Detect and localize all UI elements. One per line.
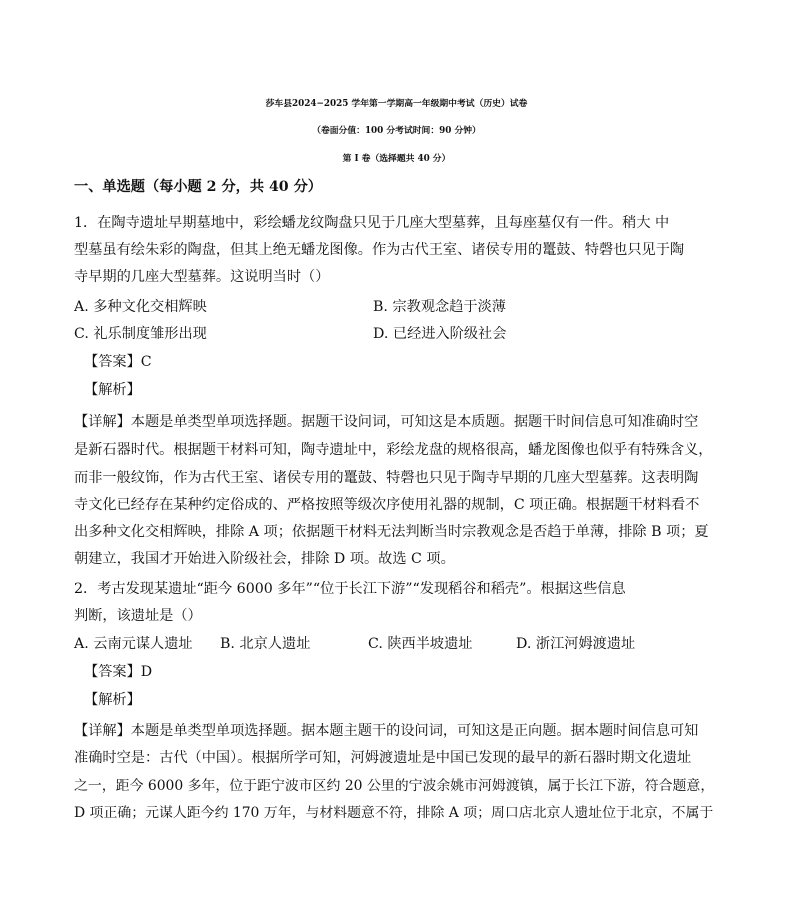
exam-subtitle: （卷面分值：100 分考试时间：90 分钟） [312, 126, 481, 136]
q2-analysis-line: 【详解】本题是单类型单项选择题。据本题主题干的设问词，可知这是正向题。据本题时间信息可知 [74, 723, 699, 739]
section-heading: 一、单选题（每小题 2 分，共 40 分） [74, 179, 322, 195]
q2-analysis-line: D 项正确；元谋人距今约 170 万年，与材料题意不符，排除 A 项；周口店北京人遗址位于北京，不属于 [74, 805, 714, 821]
q2-analysis-line: 之一，距今 6000 多年，位于距宁波市区约 20 公里的宁波余姚市河姆渡镇，属于长江下游，符合题意， [74, 778, 715, 794]
q1-answer: 【答案】C [84, 354, 152, 370]
q1-analysis-line: 出多种文化交相辉映，排除 A 项；依据题干材料无法判断当时宗教观念是否趋于单薄，排除 B 项；夏 [74, 524, 709, 540]
q1-analysis-line: 朝建立，我国才开始进入阶级社会，排除 D 项。故选 C 项。 [74, 551, 455, 567]
q2-stem-line: 判断，该遗址是（） [74, 608, 202, 624]
q1-analysis-label: 【解析】 [84, 382, 141, 398]
q2-stem-line: 2．考古发现某遗址“距今 6000 多年”“位于长江下游”“发现稻谷和稻壳”。根据这些信息 [74, 581, 626, 597]
part-heading: 第 I 卷（选择题共 40 分） [342, 154, 451, 164]
q2-option-d: D. 浙江河姆渡遗址 [516, 636, 636, 652]
q1-analysis-line: 而非一般纹饰，作为古代王室、诸侯专用的鼍鼓、特磬也只见于陶寺早期的几座大型墓葬。这表明陶 [74, 470, 699, 486]
q1-analysis-line: 是新石器时代。根据题干材料可知，陶寺遗址中，彩绘龙盘的规格很高，蟠龙图像也似乎有特殊含义， [74, 442, 713, 458]
q1-option-c: C. 礼乐制度雏形出现 [74, 326, 207, 342]
q1-stem-line: 1．在陶寺遗址早期墓地中，彩绘蟠龙纹陶盘只见于几座大型墓葬，且每座墓仅有一件。稍大 中 [74, 215, 670, 231]
q1-stem-line: 寺早期的几座大型墓葬。这说明当时（） [74, 269, 330, 285]
q1-analysis-line: 【详解】本题是单类型单项选择题。据题干设问词，可知这是本质题。据题干时间信息可知准确时空 [74, 414, 699, 430]
q2-answer: 【答案】D [84, 664, 153, 680]
q1-analysis-line: 寺文化已经存在某种约定俗成的、严格按照等级次序使用礼器的规制，C 项正确。根据题干材料看不 [74, 497, 700, 513]
q2-option-a: A. 云南元谋人遗址 [74, 636, 193, 652]
q1-option-a: A. 多种文化交相辉映 [74, 299, 207, 315]
q1-option-b: B. 宗教观念趋于淡薄 [373, 299, 506, 315]
q2-option-c: C. 陕西半坡遗址 [368, 636, 473, 652]
exam-title: 莎车县2024−2025 学年第一学期高一年级期中考试（历史）试卷 [265, 99, 528, 109]
q2-analysis-label: 【解析】 [84, 692, 141, 708]
q1-stem-line: 型墓虽有绘朱彩的陶盘，但其上绝无蟠龙图像。作为古代王室、诸侯专用的鼍鼓、特磬也只见于陶 [74, 242, 685, 258]
q2-analysis-line: 准确时空是：古代（中国）。根据所学可知，河姆渡遗址是中国已发现的最早的新石器时期文化遗址 [74, 750, 692, 766]
q1-option-d: D. 已经进入阶级社会 [373, 326, 507, 342]
q2-option-b: B. 北京人遗址 [220, 636, 311, 652]
